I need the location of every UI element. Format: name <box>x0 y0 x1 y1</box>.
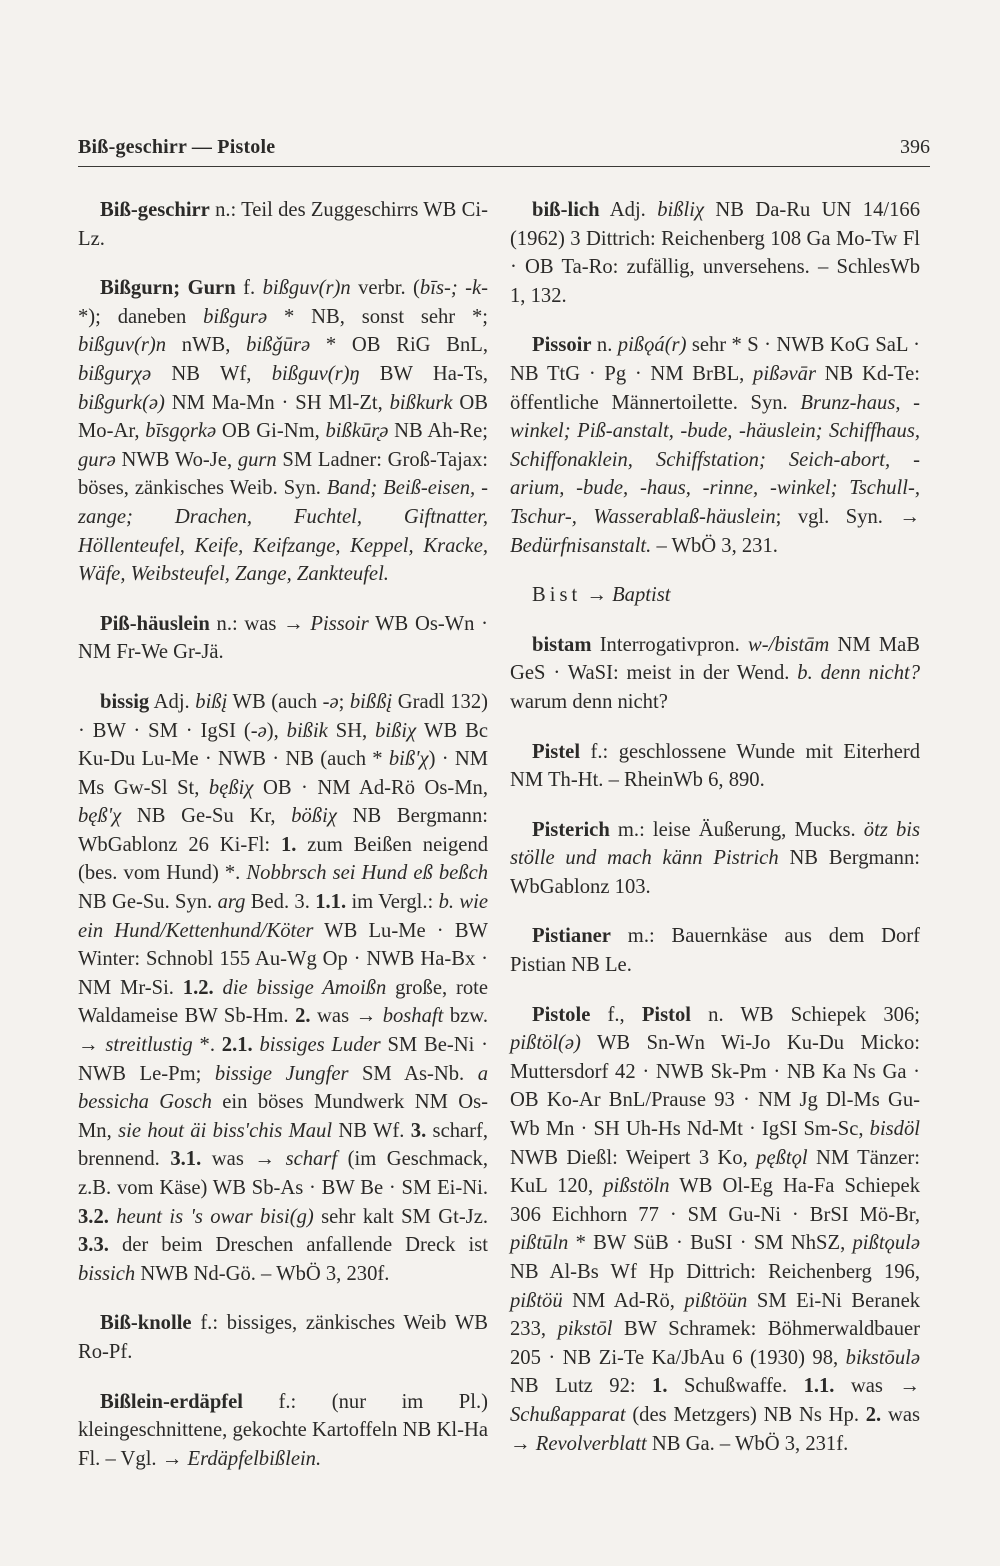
entry-text: NB Wf, <box>151 362 272 385</box>
sense-number: 2. <box>295 1005 311 1028</box>
example: bissige Jungfer <box>214 1062 349 1085</box>
form: bißguv(r)ŋ <box>271 362 360 385</box>
entry-text: f.: bissiges, zänkisches Weib WB Ro-Pf. <box>78 1312 488 1363</box>
form: bißkūr̨ə <box>325 420 389 443</box>
entry-bissig <box>78 688 488 1288</box>
form: gurə <box>78 448 116 471</box>
headword: bistam <box>532 633 592 656</box>
sense-number: 3.1. <box>170 1148 202 1171</box>
entry-text: NM Ma-Mn · SH Ml-Zt, <box>164 391 390 414</box>
form: pißtūln <box>510 1232 569 1255</box>
entry-text: nWB, <box>166 334 247 357</box>
sense-number: 3.3. <box>78 1234 109 1257</box>
form: bikstōulə <box>845 1346 920 1369</box>
form: bößiχ <box>291 805 337 828</box>
entry-text: NB Ga. – WbÖ 3, 231f. <box>646 1432 849 1455</box>
entry-bistam <box>510 631 920 717</box>
cross-reference: Bedürfnisanstalt. <box>510 534 652 557</box>
entry-piss-haeuslein <box>78 610 488 667</box>
entry-bisslein-erdaepfel <box>78 1388 488 1474</box>
example: sie hout äi biss'chis Maul <box>118 1119 333 1142</box>
entry-text: f.: (nur im Pl.) kleingeschnittene, gekochte Kartoffeln NB Kl-Ha Fl. – Vgl. → <box>78 1390 488 1470</box>
entry-text: n.: Teil des Zuggeschirrs WB Ci-Lz. <box>78 199 488 250</box>
entry-text: OB · NM Ad-Rö Os-Mn, <box>253 776 488 799</box>
entry-text: SM Ladner: Groß-Tajax: böses, zänkisches Weib. Syn. <box>78 448 488 500</box>
entry-biss-lich <box>510 196 920 310</box>
sense-number: 3.2. <box>78 1205 109 1228</box>
entry-pistole <box>510 1001 920 1459</box>
entry-text: m.: leise Äußerung, Mucks. <box>609 818 864 841</box>
entry-text: NB Al-Bs Wf Hp Dittrich: Reichenberg 196, <box>510 1261 920 1283</box>
headword: bissig <box>100 690 150 713</box>
form: bęßiχ <box>208 776 254 799</box>
entry-text <box>214 977 223 999</box>
entry-text: SH, <box>327 719 376 742</box>
form: bißßį <box>349 690 393 713</box>
entry-text: (im Geschmack, z.B. vom Käse) WB Sb-As · BW Be · SM Ei-Ni. <box>78 1148 488 1199</box>
entry-text: Adj. <box>149 690 196 713</box>
form: bißgurχə <box>78 362 152 385</box>
cross-reference: scharf <box>285 1148 338 1171</box>
running-head: Biß-geschirr — Pistole <box>78 136 276 158</box>
form: bißguv(r)n <box>78 334 167 357</box>
entry-text: SM Be-Ni · NWB Le-Pm; <box>78 1034 488 1085</box>
entry-text: ) · NM Ms Gw-Sl St, <box>78 748 488 799</box>
entry-text: was → <box>310 1005 383 1028</box>
headword: Pistole <box>532 1003 591 1026</box>
form: bißkurk <box>389 391 453 414</box>
entry-biss-knolle <box>78 1309 488 1366</box>
cross-reference: boshaft <box>382 1005 444 1028</box>
synonyms: Brunz-haus, -winkel; Piß-anstalt, -bude, -häuslein; Schiffhaus, Schiffonaklein, Schiffstation; Seich-abort, -arium, -bude, -haus, -rinne, -winkel; Tschull-, Tschur-, Wasserablaß-häuslein <box>510 391 921 528</box>
cross-reference: Baptist <box>612 584 671 607</box>
form: ə <box>257 719 267 742</box>
form: ə <box>329 690 339 713</box>
entry-text: sehr * S · NWB KoG SaL · NB TtG · Pg · NM BrBL, <box>510 334 920 385</box>
entry-text: Schußwaffe. <box>667 1375 804 1398</box>
entry-text: sehr kalt SM Gt-Jz. <box>313 1205 488 1228</box>
entry-text: NWB Nd-Gö. – WbÖ 3, 230f. <box>135 1262 390 1285</box>
entry-text: zum Beißen neigend (bes. vom Hund) *. <box>78 833 488 885</box>
example: die bissige Amoißn <box>222 976 387 999</box>
entry-text: Interrogativpron. <box>591 633 748 656</box>
form: bißgurə <box>203 305 268 328</box>
right-column <box>510 196 920 1479</box>
sense-number: 1.1. <box>803 1375 835 1398</box>
entry-text: → <box>581 584 613 607</box>
entry-text: * NB, sonst sehr *; <box>267 305 488 328</box>
entry-text: OB Mo-Ar, <box>78 391 488 443</box>
example: heunt is 's owar bisi(g) <box>116 1205 314 1228</box>
entry-bissgurn <box>78 274 488 589</box>
entry-text: Gradl 132) · BW · SM · IgSI (- <box>78 690 488 742</box>
form: w-/bistām <box>748 633 830 656</box>
form: bißik <box>286 719 328 742</box>
entry-text: NB Da-Ru UN 14/166 (1962) 3 Dittrich: Reichenberg 108 Ga Mo-Tw Fl · OB Ta-Ro: zufällig, unversehens. – SchlesWb 1, 132. <box>510 199 921 307</box>
entry-biss-geschirr <box>78 196 488 253</box>
entry-text: WB Os-Wn · NM Fr-We Gr-Jä. <box>78 612 488 664</box>
form: bißǧūrə <box>246 334 311 357</box>
form: bißį <box>195 690 228 713</box>
entry-text: f., <box>590 1003 642 1026</box>
entry-pissoir <box>510 331 920 560</box>
form: bißguv(r)n <box>262 277 351 300</box>
form: bīs-; -k- <box>419 277 488 300</box>
sense-number: 3. <box>410 1119 427 1142</box>
form: bęß'χ <box>78 805 122 828</box>
entry-text: NB Bergmann: WbGablonz 26 Ki-Fl: <box>78 805 488 856</box>
form: bißliχ <box>657 199 705 221</box>
form: bisdöl <box>869 1118 920 1141</box>
entry-text: NM MaB GeS · WaSI: meist in der Wend. <box>510 633 921 685</box>
entry-text: Bed. 3. <box>245 891 316 914</box>
entry-text: verbr. ( <box>350 277 420 300</box>
headword: Bißgurn; Gurn <box>100 277 236 300</box>
entry-text: SM Ei-Ni Beranek 233, <box>510 1289 921 1341</box>
entry-text: NB Wf. <box>332 1119 411 1142</box>
entry-text: ein böses Mundwerk NM Os-Mn, <box>78 1091 488 1142</box>
example: b. wie ein Hund/Kettenhund/Köter <box>78 891 488 942</box>
entry-text: ), <box>266 719 287 742</box>
entry-text: NB Ge-Su. Syn. <box>78 891 218 914</box>
form: pikstōl <box>557 1318 613 1341</box>
entry-text: BW Ha-Ts, <box>359 362 488 385</box>
entry-text: große, rote Waldameise BW Sb-Hm. <box>78 976 488 1028</box>
entry-text: warum denn nicht? <box>510 690 668 713</box>
entry-text: der beim Dreschen anfallende Dreck ist <box>108 1234 488 1257</box>
entry-text: NB Kd-Te: öffentliche Männertoilette. Syn. <box>510 362 921 414</box>
entry-pistianer <box>510 922 920 979</box>
entry-text: – WbÖ 3, 231. <box>651 534 778 557</box>
headword: Biß-geschirr <box>100 199 210 221</box>
entry-text: WB Ol-Eg Ha-Fa Schiepek 306 Eichhorn 77 · SM Gu-Ni · BrSI Mö-Br, <box>510 1175 920 1226</box>
left-column <box>78 196 488 1494</box>
headword: Bist <box>532 584 582 607</box>
example: bissich <box>78 1262 136 1285</box>
cross-reference: Erdäpfelbißlein. <box>187 1447 322 1470</box>
page-header <box>78 134 930 167</box>
sense-number: 1. <box>652 1375 668 1398</box>
entry-text: NB Ah-Re; <box>388 420 488 443</box>
entry-text: n. <box>591 334 618 357</box>
headword: Piß-häuslein <box>100 612 210 635</box>
page-number: 396 <box>900 136 930 158</box>
entry-text: * OB RiG BnL, <box>310 334 488 357</box>
form: bißgurk(ə) <box>78 391 165 414</box>
example: Nobbrsch sei Hund eß beßch <box>246 862 489 885</box>
form: pißtöün <box>684 1289 748 1312</box>
entry-text: f. <box>235 277 263 300</box>
cross-reference: arg <box>217 891 246 914</box>
entry-text: was → <box>510 1403 920 1455</box>
entry-text: BW Schramek: Böhmerwaldbauer 205 · NB Zi-Te Ka/JbAu 6 (1930) 98, <box>510 1318 920 1369</box>
entry-text: *. <box>192 1034 222 1057</box>
entry-text: n.: was → <box>209 612 311 635</box>
entry-text: NWB Dießl: Weipert 3 Ko, <box>510 1146 757 1169</box>
headword: Biß-knolle <box>100 1312 192 1335</box>
cross-reference: Pissoir <box>310 612 369 635</box>
entry-text: SM As-Nb. <box>348 1062 478 1085</box>
form: bīsgǫrkə <box>145 420 217 443</box>
entry-text: * BW SüB · BuSI · SM NhSZ, <box>568 1232 853 1255</box>
sense-number: 2.1. <box>221 1034 253 1057</box>
sense-number: 1.1. <box>315 891 347 914</box>
sense-number: 2. <box>865 1403 882 1426</box>
entry-text: f.: geschlossene Wunde mit Eiterherd NM Th-Ht. – RheinWb 6, 890. <box>510 740 920 792</box>
entry-text: (des Metzgers) NB Ns Hp. <box>625 1403 866 1426</box>
entry-pisterich <box>510 816 920 902</box>
headword: Pistel <box>532 740 581 763</box>
entry-bist <box>510 581 920 610</box>
form: pißstöln <box>603 1175 670 1198</box>
form: gurn <box>237 448 277 471</box>
entry-text: NB Bergmann: WbGablonz 103. <box>510 847 920 898</box>
entry-text: was → <box>834 1375 920 1398</box>
example: a bessicha Gosch <box>78 1062 488 1114</box>
synonyms: Band; Beiß-eisen, -zange; Drachen, Fuchtel, Giftnatter, Höllenteufel, Keife, Keifzange, Keppel, Kracke, Wäfe, Weibsteufel, Zange, Zankteufel. <box>78 477 488 586</box>
entry-text: im Vergl.: <box>346 891 439 914</box>
entry-text: NWB Wo-Je, <box>115 448 238 471</box>
example: b. denn nicht? <box>797 662 921 685</box>
form: pißəvār <box>753 362 816 385</box>
cross-reference: streitlustig <box>105 1034 193 1057</box>
example: ötz bis stölle und mach känn Pistrich <box>510 818 920 870</box>
form: pißtöl(ə) <box>510 1032 581 1055</box>
entry-text: WB (auch - <box>227 690 330 713</box>
form: pęßtǫl <box>756 1146 808 1169</box>
entry-text: ; <box>338 690 350 713</box>
cross-reference: Revolverblatt <box>535 1432 647 1455</box>
entry-text: bzw. → <box>78 1005 488 1057</box>
headword: Bißlein-erdäpfel <box>100 1390 244 1413</box>
entry-text: OB Gi-Nm, <box>216 420 326 443</box>
entry-text: NM Tänzer: KuL 120, <box>510 1146 920 1198</box>
entry-text: WB Sn-Wn Wi-Jo Ku-Du Micko: Muttersdorf 42 · NWB Sk-Pm · NB Ka Ns Ga · OB Ko-Ar BnL/Prause 93 · NM Jg Dl-Ms Gu-Wb Mn · SH Uh-Hs Nd-Mt · IgSI Sm-Sc, <box>510 1032 920 1141</box>
entry-text: was → <box>201 1148 286 1171</box>
example: bissiges Luder <box>259 1034 381 1057</box>
entry-text: scharf, brennend. <box>78 1119 489 1171</box>
sense-number: 1.2. <box>182 976 214 999</box>
entry-text: ; vgl. Syn. → <box>775 505 920 528</box>
entry-text: NM Ad-Rö, <box>562 1289 685 1312</box>
sense-number: 1. <box>281 833 297 856</box>
entry-text: m.: Bauernkäse aus dem Dorf Pistian NB Le. <box>510 925 920 977</box>
entry-text: *); daneben <box>78 305 204 328</box>
cross-reference: Schußapparat <box>510 1403 626 1426</box>
form: biß'χ <box>388 748 429 771</box>
form: pißtöü <box>510 1289 563 1312</box>
entry-text: WB Bc Ku-Du Lu-Me · NWB · NB (auch * <box>78 719 488 771</box>
entry-pistel <box>510 738 920 795</box>
form: pißǫá(r) <box>617 334 687 357</box>
form: pißtǫulə <box>852 1232 920 1255</box>
headword-variant: Pistol <box>641 1003 692 1026</box>
entry-text: WB Lu-Me · BW Winter: Schnobl 155 Au-Wg Op · NWB Ha-Bx · NM Mr-Si. <box>78 919 488 999</box>
headword: biß-lich <box>532 199 600 221</box>
entry-text: Adj. <box>599 199 658 221</box>
headword: Pisterich <box>532 818 610 841</box>
form: bißiχ <box>375 719 417 742</box>
entry-text: NB Lutz 92: <box>510 1375 653 1398</box>
headword: Pistianer <box>532 925 611 948</box>
entry-text: NB Ge-Su Kr, <box>121 805 292 828</box>
headword: Pissoir <box>532 334 592 357</box>
entry-text: n. WB Schiepek 306; <box>691 1003 920 1026</box>
